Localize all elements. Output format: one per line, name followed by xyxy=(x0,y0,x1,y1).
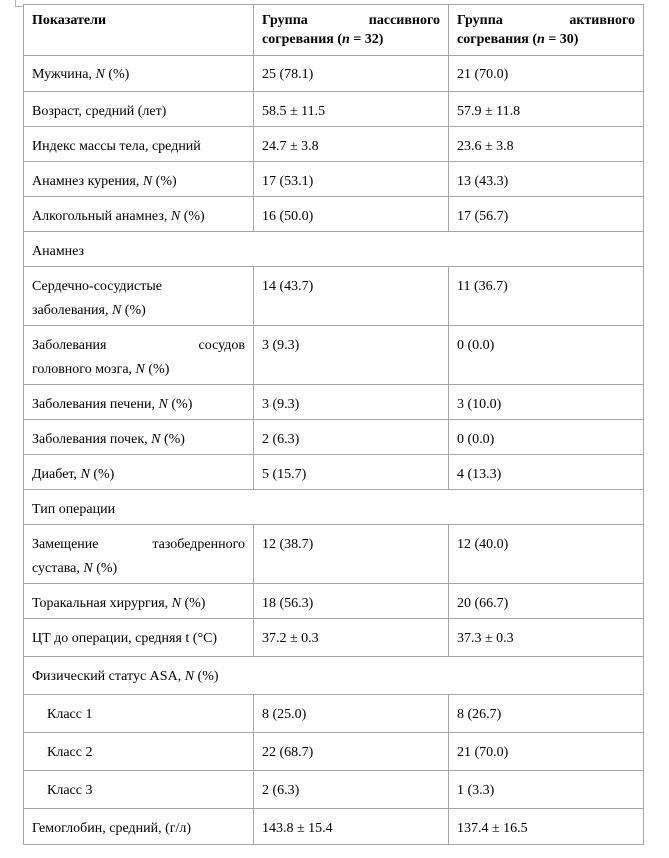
passive-value: 143.8 ± 15.4 xyxy=(262,821,333,836)
header-active-line2 xyxy=(457,32,578,47)
row-label-cell xyxy=(24,326,254,385)
header-passive-group xyxy=(254,5,449,56)
passive-value-cell xyxy=(254,525,449,584)
active-value-cell xyxy=(449,56,644,92)
active-value-cell xyxy=(449,455,644,490)
passive-value-cell xyxy=(254,127,449,162)
passive-value: 8 (25.0) xyxy=(262,707,307,722)
active-value: 23.6 ± 3.8 xyxy=(457,139,514,154)
row-label-line2 xyxy=(32,303,146,318)
passive-value: 18 (56.3) xyxy=(262,596,314,611)
active-value-cell xyxy=(449,695,644,733)
table-row xyxy=(24,733,644,771)
table-row xyxy=(24,197,644,232)
active-value: 37.3 ± 0.3 xyxy=(457,631,514,646)
row-label-cell xyxy=(24,619,254,657)
row-label-cell xyxy=(24,197,254,232)
passive-value: 3 (9.3) xyxy=(262,338,300,353)
italic-n: N xyxy=(170,209,181,224)
passive-value-cell xyxy=(254,809,449,845)
italic-n: N xyxy=(151,432,161,447)
active-value: 3 (10.0) xyxy=(457,397,502,412)
table-row xyxy=(24,385,644,420)
active-value: 17 (56.7) xyxy=(457,209,509,224)
passive-value-cell xyxy=(254,584,449,619)
passive-value: 14 (43.7) xyxy=(262,279,314,294)
active-value-cell xyxy=(449,385,644,420)
section-label-cell xyxy=(24,232,644,267)
passive-value: 3 (9.3) xyxy=(262,397,300,412)
row-label-line1: Замещение тазобедренного xyxy=(32,537,245,552)
active-value: 12 (40.0) xyxy=(457,537,509,552)
active-value-cell xyxy=(449,525,644,584)
passive-value-cell xyxy=(254,385,449,420)
row-label: Заболевания почек, xyxy=(32,432,152,447)
passive-value-cell xyxy=(254,326,449,385)
section-label-cell xyxy=(24,657,644,695)
table-row xyxy=(24,162,644,197)
italic-n: N xyxy=(95,67,105,82)
passive-value-cell xyxy=(254,162,449,197)
table-row xyxy=(24,267,644,326)
header-passive-line2 xyxy=(262,32,383,47)
active-value-cell xyxy=(449,127,644,162)
row-label-cell xyxy=(24,385,254,420)
row-label-cell xyxy=(24,584,254,619)
italic-n: N xyxy=(158,397,168,412)
section-label-cell xyxy=(24,490,644,525)
active-value: 0 (0.0) xyxy=(457,432,495,447)
label-suffix: (%) xyxy=(180,209,205,224)
row-label-cell xyxy=(24,771,254,809)
active-value-cell xyxy=(449,326,644,385)
active-value: 13 (43.3) xyxy=(457,174,509,189)
table-row xyxy=(24,420,644,455)
italic-n: N xyxy=(184,669,195,684)
row-label: Торакальная хирургия, xyxy=(32,596,172,611)
header-active-pre: согревания ( xyxy=(457,32,538,47)
label-suffix: (%) xyxy=(89,467,115,482)
row-label: Класс 3 xyxy=(47,783,93,798)
passive-value-cell xyxy=(254,695,449,733)
label-suffix: (%) xyxy=(152,174,177,189)
row-label-cell xyxy=(24,56,254,92)
active-value: 21 (70.0) xyxy=(457,745,509,760)
row-label-line2 xyxy=(32,362,169,377)
row-label-cell xyxy=(24,127,254,162)
active-value-cell xyxy=(449,733,644,771)
active-value: 4 (13.3) xyxy=(457,467,502,482)
row-label: Возраст, средний (лет) xyxy=(32,104,167,119)
passive-value: 37.2 ± 0.3 xyxy=(262,631,319,646)
table-row xyxy=(24,695,644,733)
table-row xyxy=(24,809,644,845)
table-row xyxy=(24,455,644,490)
label-suffix: (%) xyxy=(144,362,170,377)
active-value-cell xyxy=(449,809,644,845)
italic-n: N xyxy=(135,362,145,377)
header-active-n: n xyxy=(537,32,545,47)
label-suffix: (%) xyxy=(180,596,206,611)
table-row xyxy=(24,326,644,385)
passive-value-cell xyxy=(254,420,449,455)
passive-value: 16 (50.0) xyxy=(262,209,314,224)
table-row xyxy=(24,127,644,162)
row-label-text: заболевания, xyxy=(32,303,112,318)
label-suffix: (%) xyxy=(160,432,185,447)
active-value-cell xyxy=(449,92,644,127)
active-value-cell xyxy=(449,619,644,657)
active-value-cell xyxy=(449,162,644,197)
label-suffix: (%) xyxy=(104,67,130,82)
section-label: Анамнез xyxy=(32,244,85,259)
passive-value: 5 (15.7) xyxy=(262,467,307,482)
section-label: Физический статус ASA, xyxy=(32,669,185,684)
header-passive-post: = 32) xyxy=(349,32,384,47)
row-label: Индекс массы тела, средний xyxy=(32,139,201,154)
row-label: Класс 2 xyxy=(47,745,93,760)
row-label-cell xyxy=(24,162,254,197)
active-value-cell xyxy=(449,197,644,232)
header-indicators xyxy=(24,5,254,56)
section-row xyxy=(24,232,644,267)
row-label-text: головного мозга, xyxy=(32,362,136,377)
table-row xyxy=(24,92,644,127)
passive-value: 58.5 ± 11.5 xyxy=(262,104,326,119)
header-passive-line1: Группа пассивного xyxy=(262,13,440,28)
header-passive-n: n xyxy=(342,32,350,47)
active-value: 57.9 ± 11.8 xyxy=(457,104,521,119)
row-label-text: сустава, xyxy=(32,561,84,576)
header-active-post: = 30) xyxy=(544,32,579,47)
passive-value-cell xyxy=(254,197,449,232)
active-value: 137.4 ± 16.5 xyxy=(457,821,528,836)
active-value-cell xyxy=(449,267,644,326)
row-label-cell xyxy=(24,420,254,455)
passive-value-cell xyxy=(254,771,449,809)
active-value-cell xyxy=(449,771,644,809)
row-label: Анамнез курения, xyxy=(32,174,143,189)
row-label-cell xyxy=(24,267,254,326)
active-value: 0 (0.0) xyxy=(457,338,495,353)
passive-value: 2 (6.3) xyxy=(262,783,300,798)
italic-n: N xyxy=(171,596,181,611)
label-suffix: (%) xyxy=(194,669,219,684)
label-suffix: (%) xyxy=(121,303,146,318)
header-active-group xyxy=(449,5,644,56)
section-row xyxy=(24,657,644,695)
passive-value: 2 (6.3) xyxy=(262,432,300,447)
corner-mark xyxy=(15,0,23,7)
row-label: Класс 1 xyxy=(47,707,93,722)
active-value-cell xyxy=(449,420,644,455)
passive-value-cell xyxy=(254,267,449,326)
passive-value-cell xyxy=(254,56,449,92)
table-row xyxy=(24,771,644,809)
row-label-cell xyxy=(24,455,254,490)
active-value: 11 (36.7) xyxy=(457,279,508,294)
passive-value: 24.7 ± 3.8 xyxy=(262,139,319,154)
header-active-line1: Группа активного xyxy=(457,13,635,28)
table-row xyxy=(24,619,644,657)
row-label-cell xyxy=(24,809,254,845)
passive-value-cell xyxy=(254,455,449,490)
passive-value: 25 (78.1) xyxy=(262,67,314,82)
label-suffix: (%) xyxy=(92,561,118,576)
table-body xyxy=(24,5,644,845)
active-value: 1 (3.3) xyxy=(457,783,495,798)
active-value: 8 (26.7) xyxy=(457,707,502,722)
table-row xyxy=(24,56,644,92)
row-label-line1: Заболевания сосудов xyxy=(32,338,245,353)
italic-n: N xyxy=(142,174,153,189)
passive-value-cell xyxy=(254,619,449,657)
italic-n: N xyxy=(111,303,122,318)
passive-value-cell xyxy=(254,733,449,771)
row-label-line1: Сердечно-сосудистые xyxy=(32,279,162,294)
table-row xyxy=(24,584,644,619)
header-passive-pre: согревания ( xyxy=(262,32,343,47)
row-label: Диабет, xyxy=(32,467,81,482)
active-value: 21 (70.0) xyxy=(457,67,509,82)
row-label: Заболевания печени, xyxy=(32,397,159,412)
passive-value: 12 (38.7) xyxy=(262,537,314,552)
section-label: Тип операции xyxy=(32,502,116,517)
passive-value: 22 (68.7) xyxy=(262,745,314,760)
active-value: 20 (66.7) xyxy=(457,596,509,611)
italic-n: N xyxy=(83,561,93,576)
table-header-row xyxy=(24,5,644,56)
active-value-cell xyxy=(449,584,644,619)
row-label-cell xyxy=(24,695,254,733)
row-label: Мужчина, xyxy=(32,67,96,82)
row-label-line2 xyxy=(32,561,117,576)
row-label-cell xyxy=(24,525,254,584)
row-label: ЦТ до операции, средняя t (°C) xyxy=(32,631,218,646)
section-row xyxy=(24,490,644,525)
row-label: Алкогольный анамнез, xyxy=(32,209,171,224)
passive-value-cell xyxy=(254,92,449,127)
table-row xyxy=(24,525,644,584)
row-label: Гемоглобин, средний, (г/л) xyxy=(32,821,192,836)
data-table xyxy=(23,4,644,845)
label-suffix: (%) xyxy=(167,397,193,412)
header-indicators-text: Показатели xyxy=(32,13,107,28)
row-label-cell xyxy=(24,92,254,127)
italic-n: N xyxy=(80,467,90,482)
row-label-cell xyxy=(24,733,254,771)
passive-value: 17 (53.1) xyxy=(262,174,314,189)
